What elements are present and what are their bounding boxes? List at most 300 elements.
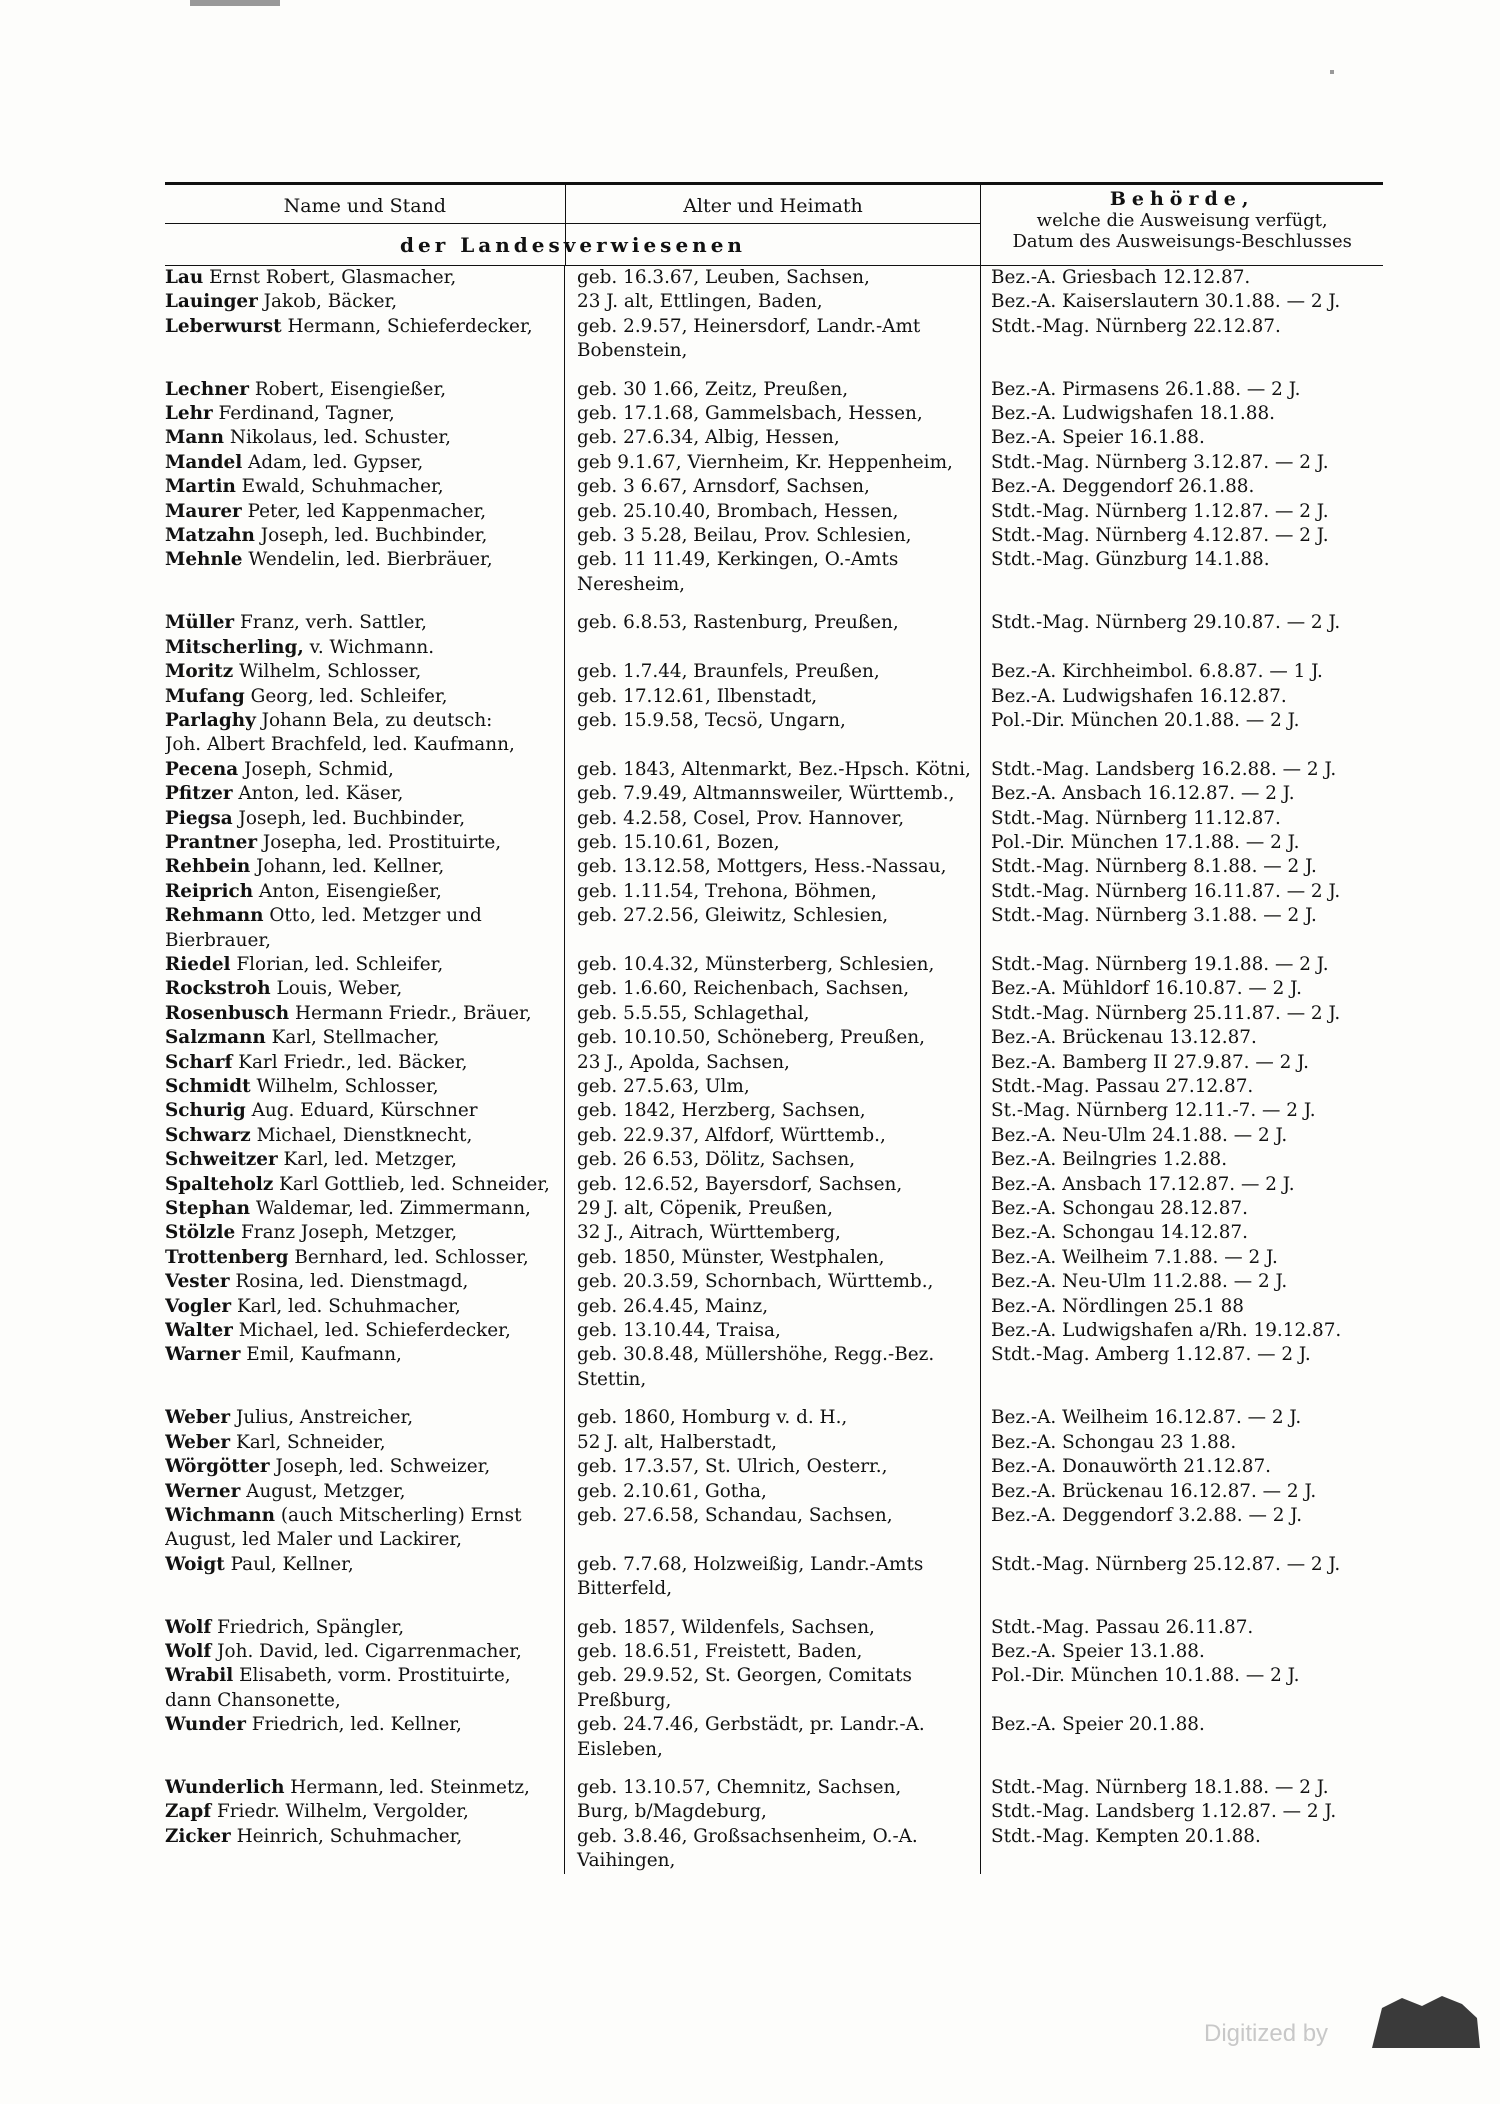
authority-cell: Bez.-A. Nördlingen 25.1 88	[991, 1295, 1244, 1317]
name-detail: Jakob, Bäcker,	[257, 291, 398, 313]
surname: Piegsa	[165, 807, 233, 829]
table-row	[165, 573, 1383, 597]
name-detail: Emil, Kaufmann,	[240, 1344, 402, 1366]
authority-cell: Stdt.-Mag. Passau 26.11.87.	[991, 1616, 1254, 1638]
name-detail: dann Chansonette,	[165, 1689, 341, 1711]
origin-cell	[565, 929, 981, 953]
authority-cell: Pol.-Dir. München 20.1.88. — 2 J.	[991, 709, 1300, 731]
authority-cell: Stdt.-Mag. Nürnberg 18.1.88. — 2 J.	[991, 1776, 1329, 1798]
origin-cell: geb. 27.6.58, Schandau, Sachsen,	[565, 1504, 981, 1528]
origin-cell: geb. 1857, Wildenfels, Sachsen,	[565, 1616, 981, 1640]
table-row	[165, 782, 1383, 806]
name-cell	[165, 1392, 565, 1406]
table-row	[165, 611, 1383, 635]
surname: Zapf	[165, 1801, 212, 1823]
surname: Wörgötter	[165, 1456, 270, 1478]
origin-cell: geb. 26.4.45, Mainz,	[565, 1295, 981, 1319]
authority-cell	[981, 733, 1383, 757]
name-cell	[165, 548, 565, 572]
authority-cell: Bez.-A. Ansbach 16.12.87. — 2 J.	[991, 783, 1295, 805]
origin-cell: geb. 20.3.59, Schornbach, Württemb.,	[565, 1270, 981, 1294]
surname: Warner	[165, 1344, 241, 1366]
name-cell	[165, 1480, 565, 1504]
name-detail: Ernst Robert, Glasmacher,	[203, 267, 457, 288]
table-row	[165, 1800, 1383, 1824]
surname: Martin	[165, 476, 236, 498]
origin-cell	[565, 364, 981, 378]
authority-cell: Stdt.-Mag. Nürnberg 3.1.88. — 2 J.	[991, 905, 1317, 927]
table-row	[165, 929, 1383, 953]
surname: Parlaghy	[165, 709, 256, 731]
header-name-title: Name und Stand	[283, 195, 446, 217]
origin-cell: geb. 6.8.53, Rastenburg, Preußen,	[565, 611, 981, 635]
surname: Werner	[165, 1480, 241, 1502]
authority-cell: Bez.-A. Weilheim 7.1.88. — 2 J.	[991, 1246, 1278, 1268]
authority-cell: Bez.-A. Ludwigshafen 18.1.88.	[991, 403, 1276, 425]
surname: Spalteholz	[165, 1173, 274, 1195]
name-cell	[165, 709, 565, 733]
name-cell	[165, 1343, 565, 1367]
authority-cell: Stdt.-Mag. Günzburg 14.1.88.	[991, 549, 1270, 571]
authority-cell: Stdt.-Mag. Nürnberg 19.1.88. — 2 J.	[991, 953, 1329, 975]
surname: Scharf	[165, 1051, 233, 1073]
table-row	[165, 1577, 1383, 1601]
surname: Lechner	[165, 378, 249, 400]
authority-cell: Bez.-A. Ansbach 17.12.87. — 2 J.	[991, 1173, 1295, 1195]
name-cell	[165, 1602, 565, 1616]
name-cell	[165, 1738, 565, 1762]
authority-cell: Stdt.-Mag. Kempten 20.1.88.	[991, 1825, 1261, 1847]
origin-cell: geb. 29.9.52, St. Georgen, Comitats	[565, 1664, 981, 1688]
table-row	[165, 758, 1383, 782]
authority-cell: Bez.-A. Schongau 28.12.87.	[991, 1198, 1248, 1220]
table-row	[165, 1002, 1383, 1026]
origin-cell: geb. 27.5.63, Ulm,	[565, 1075, 981, 1099]
surname: Wrabil	[165, 1665, 234, 1687]
name-cell	[165, 378, 565, 402]
authority-cell	[981, 1849, 1383, 1873]
name-cell	[165, 1099, 565, 1123]
name-detail: Adam, led. Gypser,	[242, 451, 424, 473]
name-cell	[165, 929, 565, 953]
name-cell	[165, 1776, 565, 1800]
table-row	[165, 1051, 1383, 1075]
name-cell	[165, 1148, 565, 1172]
authority-cell: Bez.-A. Brückenau 13.12.87.	[991, 1027, 1257, 1049]
authority-cell: Stdt.-Mag. Landsberg 16.2.88. — 2 J.	[991, 758, 1337, 780]
surname: Stölzle	[165, 1222, 236, 1244]
authority-cell: Bez.-A. Ludwigshafen 16.12.87.	[991, 685, 1287, 707]
name-cell	[165, 1270, 565, 1294]
origin-cell: Vaihingen,	[565, 1849, 981, 1873]
surname: Müller	[165, 612, 235, 634]
authority-cell: Stdt.-Mag. Nürnberg 25.12.87. — 2 J.	[991, 1553, 1341, 1575]
surname: Weber	[165, 1431, 231, 1453]
table-row	[165, 855, 1383, 879]
table-row	[165, 1528, 1383, 1552]
name-cell	[165, 1051, 565, 1075]
name-detail: Ewald, Schuhmacher,	[235, 476, 444, 498]
origin-cell: geb. 3 5.28, Beilau, Prov. Schlesien,	[565, 524, 981, 548]
origin-cell: geb. 7.9.49, Altmannsweiler, Württemb.,	[565, 782, 981, 806]
origin-cell: 32 J., Aitrach, Württemberg,	[565, 1221, 981, 1245]
surname: Schurig	[165, 1100, 246, 1122]
name-cell	[165, 1406, 565, 1430]
table-row	[165, 1075, 1383, 1099]
name-cell	[165, 1616, 565, 1640]
origin-cell: geb. 5.5.55, Schlagethal,	[565, 1002, 981, 1026]
name-detail: Josepha, led. Prostituirte,	[257, 831, 502, 853]
name-detail: Bierbrauer,	[165, 929, 271, 951]
origin-cell: Burg, b/Magdeburg,	[565, 1800, 981, 1824]
table-row	[165, 451, 1383, 475]
header-origin-title: Alter und Heimath	[683, 195, 863, 217]
origin-cell: geb. 11 11.49, Kerkingen, O.-Amts	[565, 548, 981, 572]
origin-cell: geb. 15.9.58, Tecsö, Ungarn,	[565, 709, 981, 733]
expulsion-table	[165, 182, 1383, 1874]
origin-cell: geb. 3 6.67, Arnsdorf, Sachsen,	[565, 475, 981, 499]
name-detail: Hermann, led. Steinmetz,	[284, 1776, 530, 1798]
name-detail: Wilhelm, Schlosser,	[233, 661, 422, 683]
name-detail: Joh. Albert Brachfeld, led. Kaufmann,	[165, 734, 515, 756]
name-cell	[165, 1319, 565, 1343]
table-row	[165, 685, 1383, 709]
origin-cell: 52 J. alt, Halberstadt,	[565, 1431, 981, 1455]
table-row	[165, 1738, 1383, 1762]
name-detail: Karl Gottlieb, led. Schneider,	[273, 1173, 550, 1195]
authority-cell: Stdt.-Mag. Nürnberg 3.12.87. — 2 J.	[991, 451, 1329, 473]
name-cell	[165, 426, 565, 450]
table-body	[165, 266, 1383, 1874]
name-detail: Joh. David, led. Cigarrenmacher,	[211, 1640, 522, 1662]
header-subtitle: der Landesverwiesenen	[400, 233, 746, 257]
table-row	[165, 1480, 1383, 1504]
surname: Schwarz	[165, 1124, 251, 1146]
table-row	[165, 475, 1383, 499]
origin-cell: geb. 13.10.44, Traisa,	[565, 1319, 981, 1343]
origin-cell: geb. 1850, Münster, Westphalen,	[565, 1246, 981, 1270]
header-authority-line3: Datum des Ausweisungs-Beschlusses	[1012, 231, 1352, 252]
surname: Salzmann	[165, 1027, 266, 1049]
origin-cell: geb. 2.9.57, Heinersdorf, Landr.-Amt	[565, 315, 981, 339]
table-row	[165, 1849, 1383, 1873]
origin-cell: geb. 1.11.54, Trehona, Böhmen,	[565, 880, 981, 904]
name-cell	[165, 402, 565, 426]
name-cell	[165, 1577, 565, 1601]
surname: Prantner	[165, 831, 258, 853]
authority-cell: Bez.-A. Schongau 23 1.88.	[991, 1431, 1237, 1453]
name-detail: Joseph, Schmid,	[238, 758, 394, 780]
authority-cell: Bez.-A. Donauwörth 21.12.87.	[991, 1456, 1272, 1478]
name-detail: (auch Mitscherling) Ernst	[275, 1504, 522, 1526]
surname: Rosenbusch	[165, 1002, 290, 1024]
table-row	[165, 1197, 1383, 1221]
authority-cell: Stdt.-Mag. Nürnberg 8.1.88. — 2 J.	[991, 856, 1317, 878]
name-detail: Karl, led. Metzger,	[277, 1149, 457, 1171]
authority-cell: St.-Mag. Nürnberg 12.11.-7. — 2 J.	[991, 1100, 1316, 1122]
origin-cell: geb. 7.7.68, Holzweißig, Landr.-Amts	[565, 1553, 981, 1577]
name-detail: Joseph, led. Schweizer,	[269, 1456, 491, 1478]
surname: Wichmann	[165, 1504, 276, 1526]
row-spacer	[165, 1762, 1383, 1776]
authority-cell: Bez.-A. Neu-Ulm 24.1.88. — 2 J.	[991, 1124, 1288, 1146]
name-detail: Franz, verh. Sattler,	[234, 612, 428, 634]
name-cell	[165, 1295, 565, 1319]
origin-cell: Bitterfeld,	[565, 1577, 981, 1601]
name-cell	[165, 1825, 565, 1849]
header-authority-column	[981, 185, 1383, 265]
name-detail: Johann, led. Kellner,	[250, 856, 445, 878]
table-row	[165, 1221, 1383, 1245]
name-cell	[165, 451, 565, 475]
name-cell	[165, 1640, 565, 1664]
name-detail: Michael, Dienstknecht,	[250, 1124, 473, 1146]
name-cell	[165, 1664, 565, 1688]
name-detail: Karl, Stellmacher,	[265, 1027, 440, 1049]
surname: Stephan	[165, 1198, 250, 1220]
surname: Reiprich	[165, 880, 254, 902]
origin-cell: geb. 22.9.37, Alfdorf, Württemb.,	[565, 1124, 981, 1148]
name-detail: August, Metzger,	[240, 1480, 406, 1502]
surname: Wunderlich	[165, 1776, 285, 1798]
surname: Wunder	[165, 1714, 246, 1736]
authority-cell: Stdt.-Mag. Nürnberg 11.12.87.	[991, 807, 1281, 829]
authority-cell: Bez.-A. Pirmasens 26.1.88. — 2 J.	[991, 378, 1301, 400]
origin-cell: geb. 16.3.67, Leuben, Sachsen,	[565, 266, 981, 290]
origin-cell: geb. 24.7.46, Gerbstädt, pr. Landr.-A.	[565, 1713, 981, 1737]
authority-cell: Bez.-A. Deggendorf 3.2.88. — 2 J.	[991, 1504, 1303, 1526]
authority-cell	[981, 1602, 1383, 1616]
table-row	[165, 1406, 1383, 1430]
authority-cell	[981, 929, 1383, 953]
origin-cell: Neresheim,	[565, 573, 981, 597]
surname: Moritz	[165, 661, 234, 683]
name-cell	[165, 782, 565, 806]
surname: Schweitzer	[165, 1149, 278, 1171]
table-row	[165, 266, 1383, 290]
authority-cell	[981, 339, 1383, 363]
authority-cell: Stdt.-Mag. Nürnberg 25.11.87. — 2 J.	[991, 1002, 1341, 1024]
origin-cell: geb. 4.2.58, Cosel, Prov. Hannover,	[565, 807, 981, 831]
origin-cell: Preßburg,	[565, 1689, 981, 1713]
table-row	[165, 1368, 1383, 1392]
origin-cell: geb. 25.10.40, Brombach, Hessen,	[565, 500, 981, 524]
table-row	[165, 1616, 1383, 1640]
table-header	[165, 185, 1383, 266]
origin-cell: geb. 1842, Herzberg, Sachsen,	[565, 1099, 981, 1123]
table-row	[165, 733, 1383, 757]
surname: Lehr	[165, 403, 213, 425]
google-logo-fragment	[1362, 1978, 1482, 2058]
table-row	[165, 1504, 1383, 1528]
table-row	[165, 290, 1383, 314]
name-detail: Otto, led. Metzger und	[263, 905, 482, 927]
name-cell	[165, 500, 565, 524]
table-row	[165, 953, 1383, 977]
origin-cell: Bobenstein,	[565, 339, 981, 363]
table-row	[165, 500, 1383, 524]
name-detail: Michael, led. Schieferdecker,	[232, 1320, 511, 1342]
origin-cell: geb. 10.10.50, Schöneberg, Preußen,	[565, 1026, 981, 1050]
name-cell	[165, 880, 565, 904]
origin-cell: geb. 1.7.44, Braunfels, Preußen,	[565, 660, 981, 684]
name-detail: Anton, Eisengießer,	[253, 880, 442, 902]
surname: Woigt	[165, 1553, 225, 1575]
table-row	[165, 1689, 1383, 1713]
table-row	[165, 831, 1383, 855]
name-detail: Elisabeth, vorm. Prostituirte,	[233, 1665, 511, 1687]
origin-cell: geb. 10.4.32, Münsterberg, Schlesien,	[565, 953, 981, 977]
table-row	[165, 378, 1383, 402]
origin-cell: geb. 18.6.51, Freistett, Baden,	[565, 1640, 981, 1664]
authority-cell: Stdt.-Mag. Passau 27.12.87.	[991, 1076, 1254, 1097]
table-row	[165, 660, 1383, 684]
name-cell	[165, 573, 565, 597]
name-cell	[165, 364, 565, 378]
origin-cell: geb. 30.8.48, Müllershöhe, Regg.-Bez.	[565, 1343, 981, 1367]
origin-cell: Stettin,	[565, 1368, 981, 1392]
name-cell	[165, 1849, 565, 1873]
name-detail: Johann Bela, zu deutsch:	[255, 709, 493, 731]
origin-cell	[565, 1602, 981, 1616]
name-detail: Peter, led Kappenmacher,	[241, 500, 487, 522]
origin-cell: 23 J. alt, Ettlingen, Baden,	[565, 290, 981, 314]
name-detail: Joseph, led. Buchbinder,	[232, 807, 466, 829]
surname: Pfitzer	[165, 783, 233, 805]
origin-cell: geb 9.1.67, Viernheim, Kr. Heppenheim,	[565, 451, 981, 475]
authority-cell	[981, 1368, 1383, 1392]
name-detail: Louis, Weber,	[270, 978, 403, 1000]
name-detail: Karl Friedr., led. Bäcker,	[232, 1051, 468, 1073]
surname: Walter	[165, 1320, 233, 1342]
surname: Rehmann	[165, 905, 264, 927]
authority-cell	[981, 364, 1383, 378]
surname: Matzahn	[165, 525, 255, 547]
table-row	[165, 1343, 1383, 1367]
name-cell	[165, 597, 565, 611]
authority-cell	[981, 1762, 1383, 1776]
name-cell	[165, 1504, 565, 1528]
authority-cell	[981, 1577, 1383, 1601]
table-row	[165, 1270, 1383, 1294]
surname: Riedel	[165, 953, 231, 975]
origin-cell: geb. 27.2.56, Gleiwitz, Schlesien,	[565, 904, 981, 928]
table-row	[165, 1246, 1383, 1270]
origin-cell: geb. 17.1.68, Gammelsbach, Hessen,	[565, 402, 981, 426]
authority-cell: Stdt.-Mag. Nürnberg 4.12.87. — 2 J.	[991, 525, 1329, 547]
origin-cell	[565, 636, 981, 660]
origin-cell: geb. 15.10.61, Bozen,	[565, 831, 981, 855]
table-row	[165, 1431, 1383, 1455]
row-spacer	[165, 1392, 1383, 1406]
name-detail: Joseph, led. Buchbinder,	[254, 525, 488, 547]
authority-cell: Bez.-A. Ludwigshafen a/Rh. 19.12.87.	[991, 1320, 1342, 1342]
name-cell	[165, 290, 565, 314]
row-spacer	[165, 597, 1383, 611]
name-cell	[165, 636, 565, 660]
name-cell	[165, 1124, 565, 1148]
origin-cell: geb. 13.10.57, Chemnitz, Sachsen,	[565, 1776, 981, 1800]
name-detail: Anton, led. Käser,	[232, 783, 404, 805]
name-cell	[165, 1689, 565, 1713]
authority-cell: Stdt.-Mag. Nürnberg 16.11.87. — 2 J.	[991, 880, 1341, 902]
origin-cell: geb. 1.6.60, Reichenbach, Sachsen,	[565, 977, 981, 1001]
surname: Lau	[165, 267, 204, 288]
scan-artifact	[1330, 70, 1334, 74]
name-detail: v. Wichmann.	[303, 636, 435, 658]
origin-cell: Eisleben,	[565, 1738, 981, 1762]
name-cell	[165, 1800, 565, 1824]
name-detail: Robert, Eisengießer,	[248, 378, 447, 400]
authority-cell: Bez.-A. Speier 13.1.88.	[991, 1640, 1205, 1662]
authority-cell: Bez.-A. Speier 20.1.88.	[991, 1714, 1205, 1736]
name-cell	[165, 1368, 565, 1392]
name-cell	[165, 339, 565, 363]
table-row	[165, 1640, 1383, 1664]
authority-cell: Bez.-A. Kaiserslautern 30.1.88. — 2 J.	[991, 291, 1341, 313]
surname: Wolf	[165, 1640, 212, 1662]
table-row	[165, 524, 1383, 548]
name-detail: Nikolaus, led. Schuster,	[224, 427, 452, 449]
table-row	[165, 402, 1383, 426]
authority-cell: Stdt.-Mag. Nürnberg 29.10.87. — 2 J.	[991, 612, 1341, 634]
name-cell	[165, 758, 565, 782]
surname: Zicker	[165, 1825, 231, 1847]
name-detail: Bernhard, led. Schlosser,	[288, 1246, 529, 1268]
digitized-watermark: Digitized by	[1204, 2020, 1329, 2047]
authority-cell: Stdt.-Mag. Nürnberg 1.12.87. — 2 J.	[991, 500, 1329, 522]
name-detail: Franz Joseph, Metzger,	[235, 1222, 458, 1244]
authority-cell	[981, 1689, 1383, 1713]
name-cell	[165, 1455, 565, 1479]
name-cell	[165, 807, 565, 831]
name-detail: Karl, led. Schuhmacher,	[231, 1295, 461, 1317]
name-cell	[165, 1246, 565, 1270]
name-detail: Wilhelm, Schlosser,	[250, 1076, 439, 1097]
authority-cell: Bez.-A. Speier 16.1.88.	[991, 427, 1205, 449]
authority-cell: Bez.-A. Griesbach 12.12.87.	[991, 267, 1251, 288]
table-row	[165, 636, 1383, 660]
authority-cell: Bez.-A. Schongau 14.12.87.	[991, 1222, 1248, 1244]
name-cell	[165, 1221, 565, 1245]
name-detail: Friedrich, led. Kellner,	[245, 1714, 462, 1736]
name-cell	[165, 733, 565, 757]
name-cell	[165, 953, 565, 977]
name-cell	[165, 475, 565, 499]
name-detail: Friedrich, Spängler,	[211, 1616, 405, 1638]
origin-cell: geb. 13.12.58, Mottgers, Hess.-Nassau,	[565, 855, 981, 879]
table-row	[165, 1553, 1383, 1577]
origin-cell: 23 J., Apolda, Sachsen,	[565, 1051, 981, 1075]
origin-cell: geb. 3.8.46, Großsachsenheim, O.-A.	[565, 1825, 981, 1849]
surname: Mufang	[165, 685, 245, 707]
name-cell	[165, 1762, 565, 1776]
table-row	[165, 807, 1383, 831]
surname: Weber	[165, 1407, 231, 1429]
surname: Vogler	[165, 1295, 232, 1317]
authority-cell	[981, 1738, 1383, 1762]
name-cell	[165, 977, 565, 1001]
authority-cell: Pol.-Dir. München 10.1.88. — 2 J.	[991, 1665, 1300, 1687]
origin-cell: geb. 2.10.61, Gotha,	[565, 1480, 981, 1504]
name-cell	[165, 1553, 565, 1577]
authority-cell: Pol.-Dir. München 17.1.88. — 2 J.	[991, 831, 1300, 853]
origin-cell	[565, 1392, 981, 1406]
authority-cell: Bez.-A. Neu-Ulm 11.2.88. — 2 J.	[991, 1271, 1288, 1293]
origin-cell	[565, 1528, 981, 1552]
table-row	[165, 880, 1383, 904]
table-row	[165, 1319, 1383, 1343]
